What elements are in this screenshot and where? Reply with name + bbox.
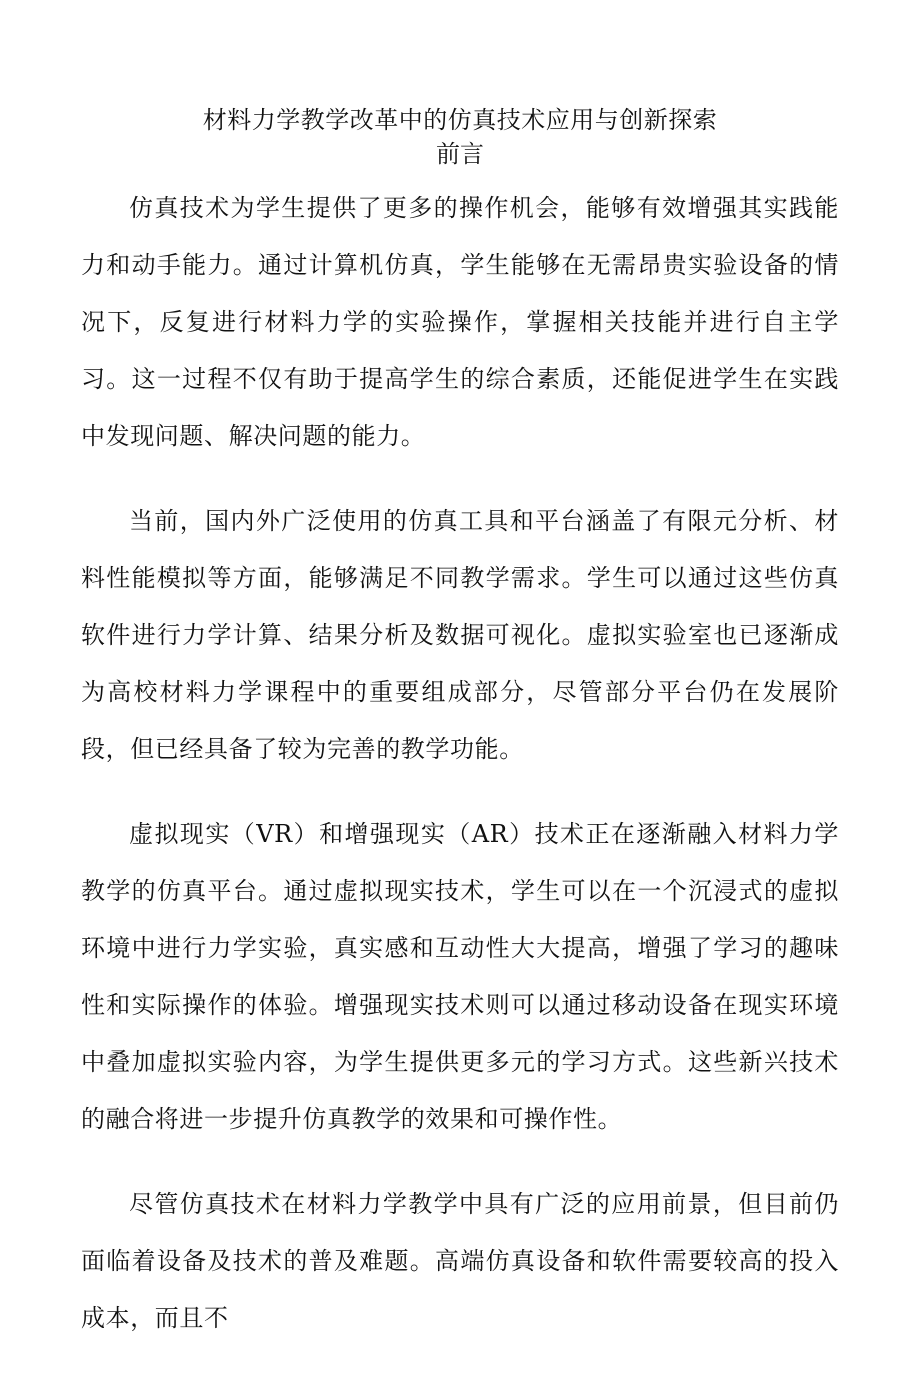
document-body [81,180,839,1375]
paragraph: 尽管仿真技术在材料力学教学中具有广泛的应用前景，但目前仍面临着设备及技术的普及难题。高端仿真设备和软件需要较高的投入成本，而且不 [81,1190,839,1332]
section-heading: 前言 [436,140,484,168]
paragraph: 当前，国内外广泛使用的仿真工具和平台涵盖了有限元分析、材料性能模拟等方面，能够满足不同教学需求。学生可以通过这些仿真软件进行力学计算、结果分析及数据可视化。虚拟实验室也已逐渐成为高校材料力学课程中的重要组成部分，尽管部分平台仍在发展阶段，但已经具备了较为完善的教学功能。 [81,507,839,763]
paragraph: 虚拟现实（VR）和增强现实（AR）技术正在逐渐融入材料力学教学的仿真平台。通过虚拟现实技术，学生可以在一个沉浸式的虚拟环境中进行力学实验，真实感和互动性大大提高，增强了学习的趣味性和实际操作的体验。增强现实技术则可以通过移动设备在现实环境中叠加虚拟实验内容，为学生提供更多元的学习方式。这些新兴技术的融合将进一步提升仿真教学的效果和可操作性。 [81,820,839,1133]
document-title: 材料力学教学改革中的仿真技术应用与创新探索 [202,106,718,134]
paragraph: 仿真技术为学生提供了更多的操作机会，能够有效增强其实践能力和动手能力。通过计算机仿真，学生能够在无需昂贵实验设备的情况下，反复进行材料力学的实验操作，掌握相关技能并进行自主学习。这一过程不仅有助于提高学生的综合素质，还能促进学生在实践中发现问题、解决问题的能力。 [81,194,839,450]
